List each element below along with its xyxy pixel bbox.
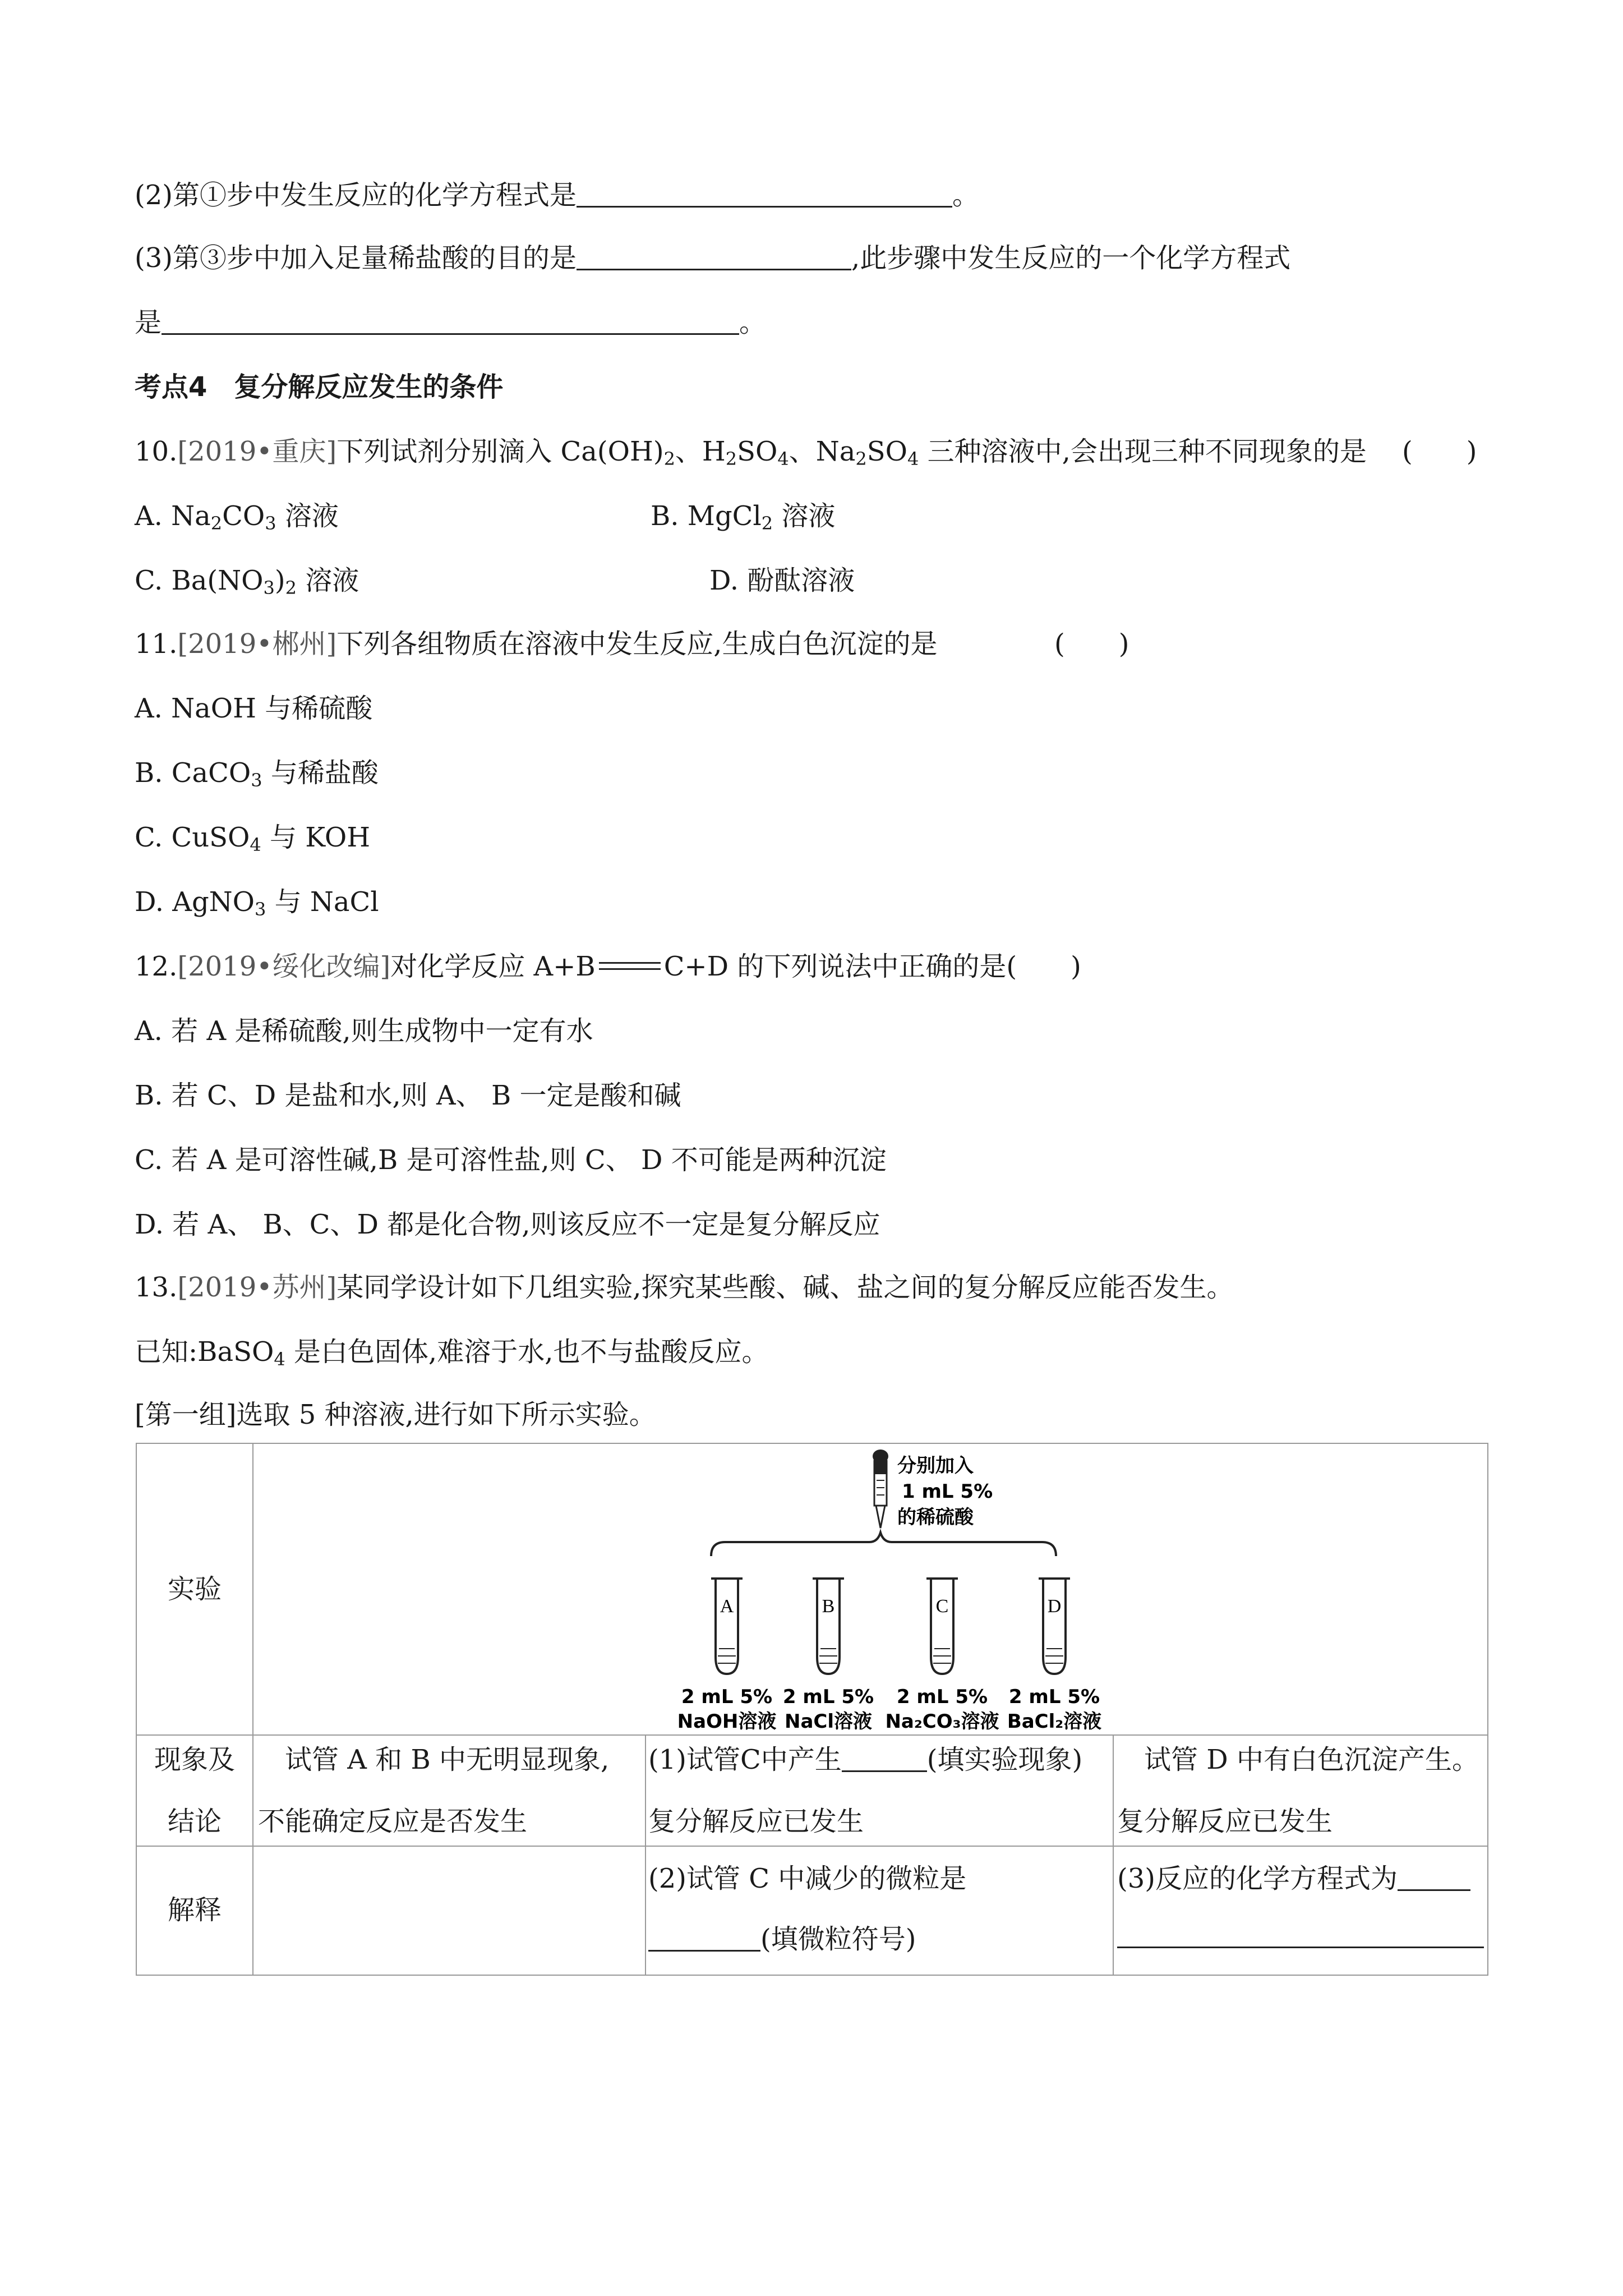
- q10-sub: 2: [663, 448, 675, 470]
- q13-source: [2019•苏州]: [177, 1272, 337, 1303]
- q11-option-d-sub: 3: [255, 899, 266, 920]
- q11-stem: [135, 627, 938, 661]
- q9-part2-end: 。: [952, 180, 980, 211]
- q12-option-b[interactable]: B. 若 C、D 是盐和水,则 A、 B 一定是酸和碱: [135, 1080, 681, 1111]
- q10-option-b-text: B. MgCl: [651, 500, 762, 532]
- q13-known-text: 是白色固体,难溶于水,也不与盐酸反应。: [285, 1336, 769, 1368]
- q13-known-sub: 4: [274, 1349, 285, 1370]
- d-explanation-line1: [1117, 1848, 1470, 1910]
- q11-option-c[interactable]: [135, 821, 370, 854]
- q10-option-a-sub: 2: [210, 513, 223, 534]
- section-title: 考点4 复分解反应发生的条件: [135, 371, 504, 403]
- c-result-hint: (填实验现象): [926, 1744, 1083, 1775]
- d-equation-blank-2[interactable]: [1117, 1947, 1484, 1948]
- q10-source: [2019•重庆]: [177, 436, 337, 467]
- q9-part3-line: [135, 241, 1290, 275]
- q10-sub: 2: [725, 448, 737, 470]
- q10-option-c-text: ): [274, 565, 285, 596]
- q9-part2-line: [135, 178, 979, 212]
- table-divider: [645, 1736, 646, 1975]
- c-result-line2: 复分解反应已发生: [648, 1806, 864, 1837]
- experiment-table: [136, 1443, 1488, 1976]
- q9-part3-line2-end: 。: [739, 307, 767, 338]
- test-tube-a-icon: [711, 1579, 743, 1674]
- q12-number: 12.: [135, 951, 178, 982]
- q13-number: 13.: [135, 1272, 178, 1303]
- q12-stem-text: C+D 的下列说法中正确的是: [663, 951, 1007, 982]
- q11-option-d-text: D. AgNO: [135, 886, 255, 918]
- tube-c-letter: C: [935, 1596, 949, 1617]
- c-phenomenon-blank[interactable]: [842, 1743, 927, 1772]
- q11-stem-text: 下列各组物质在溶液中发生反应,生成白色沉淀的是: [336, 628, 938, 660]
- q9-part3-purpose-blank[interactable]: [577, 242, 851, 270]
- q11-answer-bracket[interactable]: ( ): [1054, 628, 1129, 660]
- q11-option-b-sub: 3: [251, 770, 262, 791]
- test-tube-c-icon: [926, 1579, 958, 1674]
- q12-source: [2019•绥化改编]: [177, 951, 391, 982]
- q10-option-d[interactable]: D. 酚酞溶液: [709, 565, 855, 596]
- q10-stem-text: 三种溶液中,会出现三种不同现象的是: [919, 436, 1367, 467]
- c-particle-blank[interactable]: [648, 1923, 760, 1952]
- experiment-diagram: [252, 1444, 1486, 1733]
- q10-option-c-text: 溶液: [296, 565, 359, 596]
- row-label-phenomenon-2: 结论: [167, 1806, 222, 1837]
- d-result-line2: 复分解反应已发生: [1117, 1806, 1333, 1837]
- q9-part2-text: (2)第①步中发生反应的化学方程式是: [135, 180, 577, 211]
- q10-stem: [135, 435, 1367, 468]
- tube-d-volume: 2 mL 5%: [1008, 1686, 1100, 1708]
- q11-option-a[interactable]: A. NaOH 与稀硫酸: [135, 693, 373, 724]
- q10-option-c-sub: 2: [285, 577, 297, 599]
- q10-option-b-sub: 2: [761, 513, 773, 534]
- q9-part2-answer-blank[interactable]: [577, 179, 952, 208]
- equals-sign-icon: [599, 962, 661, 970]
- c-explanation-line1: (2)试管 C 中减少的微粒是: [648, 1863, 967, 1894]
- q12-stem-text: 对化学反应 A+B: [390, 951, 596, 982]
- q12-answer-bracket[interactable]: ( ): [1006, 951, 1081, 982]
- q11-number: 11.: [135, 628, 178, 660]
- q10-number: 10.: [135, 436, 178, 467]
- tube-a-volume: 2 mL 5%: [681, 1686, 773, 1708]
- tube-a-solution: NaOH溶液: [677, 1710, 777, 1733]
- q11-option-d-text: 与 NaCl: [266, 886, 379, 918]
- row-label-explanation: 解释: [167, 1894, 222, 1926]
- tube-d-solution: BaCl₂溶液: [1007, 1710, 1102, 1733]
- row-label-phenomenon-1: 现象及: [154, 1744, 235, 1775]
- q10-option-b-text: 溶液: [773, 500, 836, 532]
- q13-stem-text: 某同学设计如下几组实验,探究某些酸、碱、盐之间的复分解反应能否发生。: [336, 1272, 1234, 1303]
- c-result-text: (1)试管C中产生: [648, 1744, 842, 1775]
- q12-option-a[interactable]: A. 若 A 是稀硫酸,则生成物中一定有水: [135, 1015, 593, 1047]
- dropper-icon: [873, 1450, 888, 1528]
- q12-stem: [135, 950, 1081, 983]
- d-result-line1: 试管 D 中有白色沉淀产生。: [1117, 1744, 1479, 1775]
- distribution-brace: [711, 1533, 1056, 1556]
- test-tube-b-icon: [813, 1579, 844, 1674]
- q13-stem: [135, 1271, 1234, 1304]
- dropper-label-3: 的稀硫酸: [897, 1506, 974, 1529]
- tube-d-letter: D: [1047, 1596, 1062, 1617]
- tube-b-volume: 2 mL 5%: [782, 1686, 874, 1708]
- d-explanation-text: (3)反应的化学方程式为: [1117, 1863, 1398, 1894]
- q11-option-b-text: B. CaCO: [135, 757, 251, 789]
- tube-c-solution: Na₂CO₃溶液: [885, 1710, 999, 1733]
- q9-part3-mid: ,此步骤中发生反应的一个化学方程式: [851, 242, 1291, 274]
- q10-stem-text: SO: [737, 436, 778, 467]
- q10-option-c-sub: 3: [263, 577, 275, 599]
- q10-option-a-sub: 3: [265, 513, 276, 534]
- q10-stem-text: SO: [866, 436, 907, 467]
- q11-option-c-text: C. CuSO: [135, 822, 250, 853]
- q10-option-b[interactable]: [651, 499, 835, 533]
- dropper-label-2: 1 mL 5%: [902, 1480, 993, 1503]
- q11-option-c-text: 与 KOH: [261, 822, 371, 853]
- ab-result-line2: 不能确定反应是否发生: [258, 1806, 528, 1837]
- tube-c-volume: 2 mL 5%: [896, 1686, 988, 1708]
- q10-option-a[interactable]: [135, 499, 339, 533]
- q10-stem-text: 、Na: [789, 436, 856, 467]
- q10-option-c-text: C. Ba(NO: [135, 565, 264, 596]
- table-divider: [1113, 1736, 1114, 1975]
- q11-option-b-text: 与稀盐酸: [262, 757, 379, 789]
- q13-known-text: 已知:BaSO: [135, 1336, 274, 1368]
- q11-option-d[interactable]: [135, 885, 379, 919]
- q9-part3-line2-pre: 是: [135, 307, 162, 338]
- q11-source: [2019•郴州]: [177, 628, 337, 660]
- q12-option-c[interactable]: C. 若 A 是可溶性碱,B 是可溶性盐,则 C、 D 不可能是两种沉淀: [135, 1144, 887, 1176]
- q12-option-d[interactable]: D. 若 A、 B、C、D 都是化合物,则该反应不一定是复分解反应: [135, 1209, 880, 1240]
- ab-result-line1: 试管 A 和 B 中无明显现象,: [258, 1744, 610, 1775]
- dropper-label-1: 分别加入: [897, 1455, 974, 1477]
- c-explanation-hint: (填微粒符号): [760, 1924, 916, 1955]
- tube-a-letter: A: [720, 1596, 734, 1617]
- q9-part3-text: (3)第③步中加入足量稀盐酸的目的是: [135, 242, 577, 274]
- q9-part3-equation-blank[interactable]: [162, 306, 739, 335]
- tube-b-letter: B: [822, 1596, 835, 1617]
- test-tube-d-icon: [1039, 1579, 1070, 1674]
- q10-option-a-text: CO: [222, 500, 265, 532]
- q10-stem-text: 、H: [675, 436, 726, 467]
- q9-part3-line2: [135, 306, 766, 339]
- q10-option-c[interactable]: [135, 564, 359, 597]
- tube-b-solution: NaCl溶液: [784, 1710, 873, 1733]
- c-explanation-line2: [648, 1908, 916, 1970]
- q10-answer-bracket[interactable]: ( ): [1402, 436, 1477, 467]
- q10-stem-text: 下列试剂分别滴入 Ca(OH): [336, 436, 664, 467]
- q13-group-intro: [第一组]选取 5 种溶液,进行如下所示实验。: [135, 1399, 656, 1430]
- q10-sub: 2: [855, 448, 867, 470]
- q10-sub: 4: [907, 448, 919, 470]
- q10-option-a-text: 溶液: [276, 500, 339, 532]
- q11-option-b[interactable]: [135, 756, 379, 790]
- q10-sub: 4: [777, 448, 789, 470]
- q11-option-c-sub: 4: [250, 834, 261, 855]
- q13-known: [135, 1335, 768, 1369]
- q10-option-a-text: A. Na: [135, 500, 211, 532]
- c-result-line1: [648, 1729, 1082, 1791]
- d-equation-blank-1[interactable]: [1398, 1862, 1470, 1891]
- row-label-experiment: 实验: [167, 1573, 222, 1605]
